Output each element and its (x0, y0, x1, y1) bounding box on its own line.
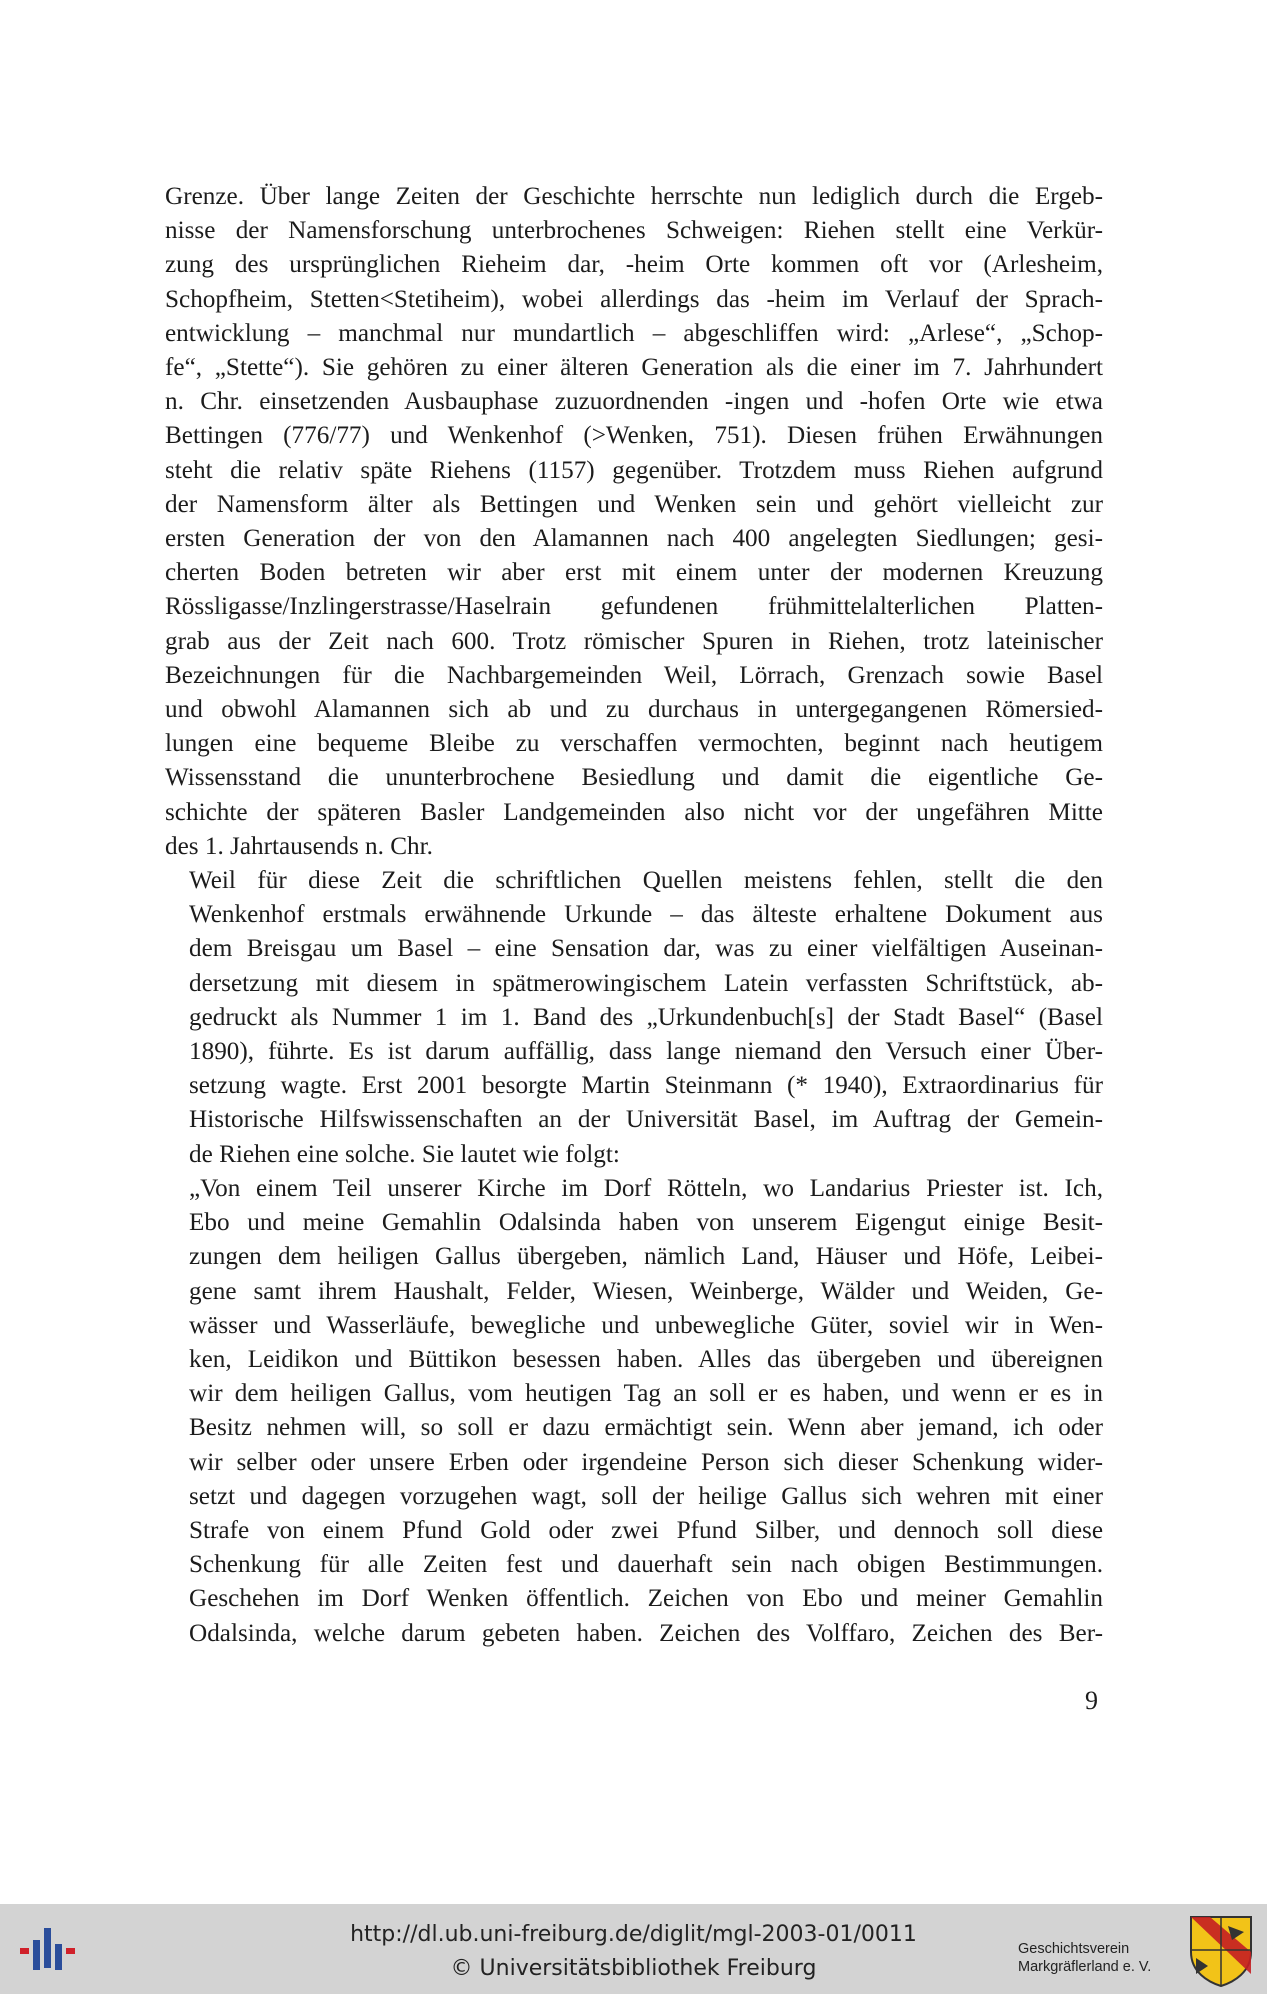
society-line-2: Markgräflerland e. V. (1018, 1959, 1152, 1975)
text-line: zung des ursprünglichen Rieheim dar, -heim Orte kommen oft vor (Arlesheim, (165, 251, 1103, 279)
text-line: Bettingen (776/77) und Wenkenhof (>Wenken, 751). Diesen frühen Erwähnungen (165, 422, 1103, 450)
text-line: cherten Boden betreten wir aber erst mit einem unter der modernen Kreuzung (165, 559, 1103, 587)
text-line: Ebo und meine Gemahlin Odalsinda haben von unserem Eigengut einige Besit- (189, 1209, 1103, 1237)
text-line: Historische Hilfswissenschaften an der Universität Basel, im Auftrag der Gemein- (189, 1106, 1103, 1134)
paragraph-1 (165, 180, 1103, 864)
text-line: nisse der Namensforschung unterbrochenes Schweigen: Riehen stellt eine Verkür- (165, 217, 1103, 245)
text-line: dersetzung mit diesem in spätmerowingischem Latein verfassten Schriftstück, ab- (189, 969, 1103, 997)
text-line: entwicklung – manchmal nur mundartlich – abgeschliffen wird: „Arlese“, „Schop- (165, 319, 1103, 347)
paragraph-quote (165, 1172, 1103, 1651)
text-line: Schenkung für alle Zeiten fest und dauerhaft sein nach obigen Bestimmungen. (189, 1551, 1103, 1579)
text-line: Bezeichnungen für die Nachbargemeinden Weil, Lörrach, Grenzach sowie Basel (165, 661, 1103, 689)
text-line: Weil für diese Zeit die schriftlichen Quellen meistens fehlen, stellt die den (189, 867, 1103, 895)
paragraph-2 (165, 864, 1103, 1172)
text-line: de Riehen eine solche. Sie lautet wie folgt: (189, 1140, 620, 1168)
society-name (1018, 1940, 1151, 1976)
text-line: „Von einem Teil unserer Kirche im Dorf Rötteln, wo Landarius Priester ist. Ich, (189, 1174, 1103, 1202)
text-line: gedruckt als Nummer 1 im 1. Band des „Urkundenbuch[s] der Stadt Basel“ (Basel (189, 1003, 1103, 1031)
footer-bar (0, 1904, 1267, 1994)
text-line: grab aus der Zeit nach 600. Trotz römischer Spuren in Riehen, trotz lateinischer (165, 627, 1103, 655)
page-number: 9 (1085, 1686, 1098, 1715)
text-line: n. Chr. einsetzenden Ausbauphase zuzuordnenden -ingen und -hofen Orte wie etwa (165, 388, 1103, 416)
text-line: ken, Leidikon und Büttikon besessen haben. Alles das übergeben und übereignen (189, 1345, 1103, 1373)
text-line: wir dem heiligen Gallus, vom heutigen Tag an soll er es haben, und wenn er es in (189, 1380, 1103, 1408)
text-line: Besitz nehmen will, so soll er dazu ermächtigt sein. Wenn aber jemand, ich oder (189, 1414, 1103, 1442)
text-line: fe“, „Stette“). Sie gehören zu einer älteren Generation als die einer im 7. Jahrhundert (165, 354, 1103, 382)
footer-url-link[interactable]: http://dl.ub.uni-freiburg.de/diglit/mgl-2003-01/0011 (350, 1922, 917, 1947)
text-line: Rössligasse/Inzlingerstrasse/Haselrain gefundenen frühmittelalterlichen Platten- (165, 593, 1103, 621)
text-line: Schopfheim, Stetten<Stetiheim), wobei allerdings das -heim im Verlauf der Sprach- (165, 285, 1103, 313)
text-line: ersten Generation der von den Alamannen nach 400 angelegten Siedlungen; gesi- (165, 525, 1103, 553)
page-body (165, 180, 1103, 1651)
text-line: 1890), führte. Es ist darum auffällig, dass lange niemand den Versuch einer Über- (189, 1038, 1103, 1066)
society-line-1: Geschichtsverein (1018, 1941, 1130, 1957)
text-line: gene samt ihrem Haushalt, Felder, Wiesen, Weinberge, Wälder und Weiden, Ge- (189, 1277, 1103, 1305)
coat-of-arms-icon (1188, 1914, 1254, 1988)
text-line: wir selber oder unsere Erben oder irgendeine Person sich dieser Schenkung wider- (189, 1448, 1103, 1476)
text-line: Grenze. Über lange Zeiten der Geschichte herrschte nun lediglich durch die Ergeb- (165, 183, 1103, 210)
text-line: schichte der späteren Basler Landgemeinden also nicht vor der ungefähren Mitte (165, 798, 1103, 826)
text-line: lungen eine bequeme Bleibe zu verschaffen vermochten, beginnt nach heutigem (165, 730, 1103, 758)
text-line: Geschehen im Dorf Wenken öffentlich. Zeichen von Ebo und meiner Gemahlin (189, 1585, 1103, 1613)
text-line: des 1. Jahrtausends n. Chr. (165, 832, 433, 860)
text-line: setzung wagte. Erst 2001 besorgte Martin Steinmann (* 1940), Extraordinarius für (189, 1072, 1103, 1100)
text-line: steht die relativ späte Riehens (1157) gegenüber. Trotzdem muss Riehen aufgrund (165, 456, 1103, 484)
text-line: Odalsinda, welche darum gebeten haben. Zeichen des Volffaro, Zeichen des Ber- (189, 1619, 1103, 1647)
text-line: setzt und dagegen vorzugehen wagt, soll der heilige Gallus sich wehren mit einer (189, 1482, 1103, 1510)
footer-copyright: © Universitätsbibliothek Freiburg (450, 1956, 817, 1981)
text-line: zungen dem heiligen Gallus übergeben, nämlich Land, Häuser und Höfe, Leibei- (189, 1243, 1103, 1271)
text-line: dem Breisgau um Basel – eine Sensation dar, was zu einer vielfältigen Auseinan- (189, 935, 1103, 963)
text-line: Strafe von einem Pfund Gold oder zwei Pfund Silber, und dennoch soll diese (189, 1516, 1103, 1544)
text-line: wässer und Wasserläufe, bewegliche und unbewegliche Güter, soviel wir in Wen- (189, 1311, 1103, 1339)
text-line: Wissensstand die ununterbrochene Besiedlung und damit die eigentliche Ge- (165, 764, 1103, 792)
text-line: und obwohl Alamannen sich ab und zu durchaus in untergegangenen Römersied- (165, 696, 1103, 724)
text-line: Wenkenhof erstmals erwähnende Urkunde – das älteste erhaltene Dokument aus (189, 901, 1103, 929)
text-line: der Namensform älter als Bettingen und Wenken sein und gehört vielleicht zur (165, 490, 1103, 518)
